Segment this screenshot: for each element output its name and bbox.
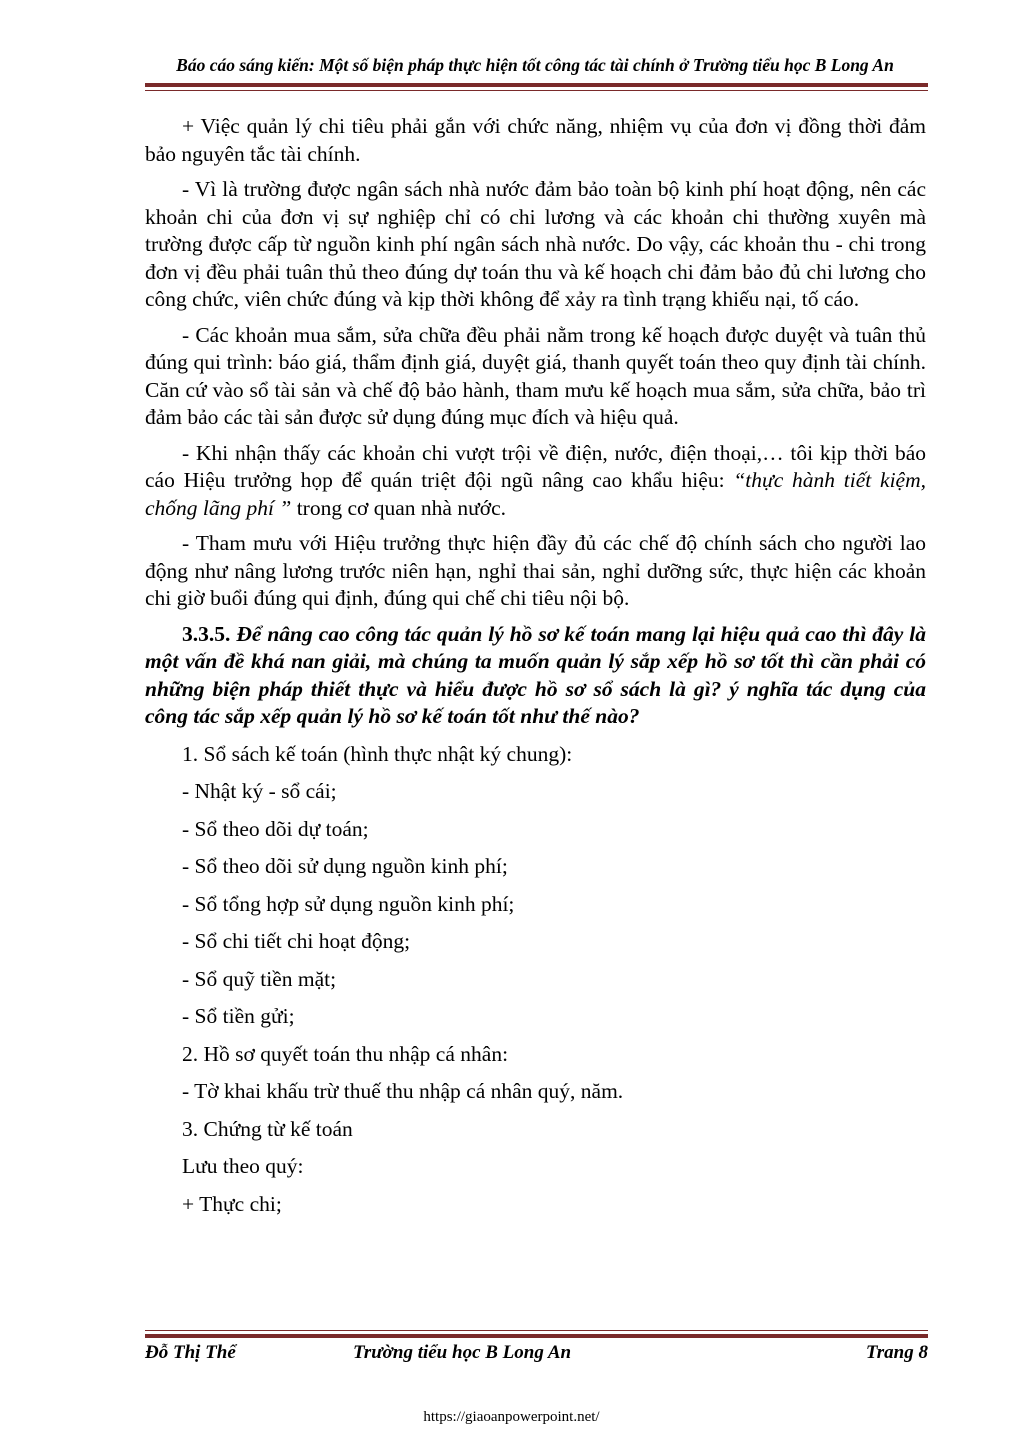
document-body <box>145 113 926 1228</box>
paragraph-4-text-after: trong cơ quan nhà nước. <box>291 495 507 520</box>
footer-page-number: Trang 8 <box>865 1342 928 1363</box>
list-item: - Sổ chi tiết chi hoạt động; <box>182 929 411 953</box>
list-item: 2. Hồ sơ quyết toán thu nhập cá nhân: <box>182 1041 509 1066</box>
list-item: - Sổ tổng hợp sử dụng nguồn kinh phí; <box>182 891 515 916</box>
paragraph-4 <box>145 440 926 523</box>
section-number: 3.3.5. <box>182 621 231 646</box>
paragraph-5: - Tham mưu với Hiệu trưởng thực hiện đầy đủ các chế độ chính sách cho người lao động như nâng lương trước niên hạn, nghỉ thai sản, nghỉ dưỡng sức, thực hiện các khoản chi giờ buổi đúng qui định, đúng qui chế chi tiêu nội bộ. <box>145 531 926 610</box>
list-item: Lưu theo quý: <box>182 1154 304 1178</box>
list-item: 3. Chứng từ kế toán <box>182 1116 353 1141</box>
page-header-title: Báo cáo sáng kiến: Một số biện pháp thực hiện tốt công tác tài chính ở Trường tiểu học B Long An <box>176 55 894 75</box>
footer-school: Trường tiểu học B Long An <box>353 1342 572 1363</box>
paragraph-2: - Vì là trường được ngân sách nhà nước đảm bảo toàn bộ kinh phí hoạt động, nên các khoản chi của đơn vị sự nghiệp chỉ có chi lương và các khoản chi thường xuyên mà trường được cấp từ nguồn kinh phí ngân sách nhà nước. Do vậy, các khoản thu - chi trong đơn vị đều phải tuân thủ theo đúng dự toán thu và kế hoạch chi đảm bảo đủ chi lương cho công chức, viên chức đúng và kịp thời không để xảy ra tình trạng khiếu nại, tố cáo. <box>145 177 926 311</box>
footer-author: Đỗ Thị Thể <box>145 1342 236 1363</box>
footer-rule-thick <box>145 1334 928 1338</box>
paragraph-3: - Các khoản mua sắm, sửa chữa đều phải nằm trong kế hoạch được duyệt và tuân thủ đúng qui trình: báo giá, thẩm định giá, duyệt giá, thanh quyết toán theo quy định tài chính. Căn cứ vào sổ tài sản và chế độ bảo hành, tham mưu kế hoạch mua sắm, sửa chữa, bảo trì đảm bảo các tài sản được sử dụng đúng mục đích và hiệu quả. <box>145 322 926 429</box>
section-heading <box>145 621 926 731</box>
page-footer <box>145 1342 928 1368</box>
list-item: - Sổ quỹ tiền mặt; <box>182 966 337 991</box>
source-url: https://giaoanpowerpoint.net/ <box>423 1409 600 1425</box>
list-item: - Nhật ký - sổ cái; <box>182 779 337 803</box>
list-item: - Tờ khai khấu trừ thuế thu nhập cá nhân quý, năm. <box>182 1079 624 1103</box>
list-item: 1. Sổ sách kế toán (hình thực nhật ký chung): <box>182 741 573 766</box>
section-heading-text: Để nâng cao công tác quản lý hồ sơ kế toán mang lại hiệu quả cao thì đây là một vấn đề khá nan giải, mà chúng ta muốn quản lý sắp xếp hồ sơ tốt thì cần phải có những biện pháp thiết thực và hiểu được hồ sơ sổ sách là gì? ý nghĩa tác dụng của công tác sắp xếp quản lý hồ sơ kế toán tốt như thế nào? <box>145 621 926 728</box>
list-item: - Sổ tiền gửi; <box>182 1004 295 1028</box>
paragraph-1: + Việc quản lý chi tiêu phải gắn với chức năng, nhiệm vụ của đơn vị đồng thời đảm bảo nguyên tắc tài chính. <box>145 114 926 166</box>
header-rule-thin <box>145 90 928 91</box>
slogan-quote: “thực hành tiết kiệm, chống lãng phí ” <box>145 468 926 520</box>
paragraph-4-text-before: - Khi nhận thấy các khoản chi vượt trội về điện, nước, điện thoại,… tôi kịp thời báo cáo Hiệu trưởng họp để quán triệt đội ngũ nâng cao khẩu hiệu: <box>145 440 926 492</box>
list-item: - Sổ theo dõi sử dụng nguồn kinh phí; <box>182 854 508 878</box>
header-rule-thick <box>145 83 928 87</box>
list-item: - Sổ theo dõi dự toán; <box>182 816 369 841</box>
list-item: + Thực chi; <box>182 1191 282 1216</box>
footer-rule-thin <box>145 1330 928 1331</box>
